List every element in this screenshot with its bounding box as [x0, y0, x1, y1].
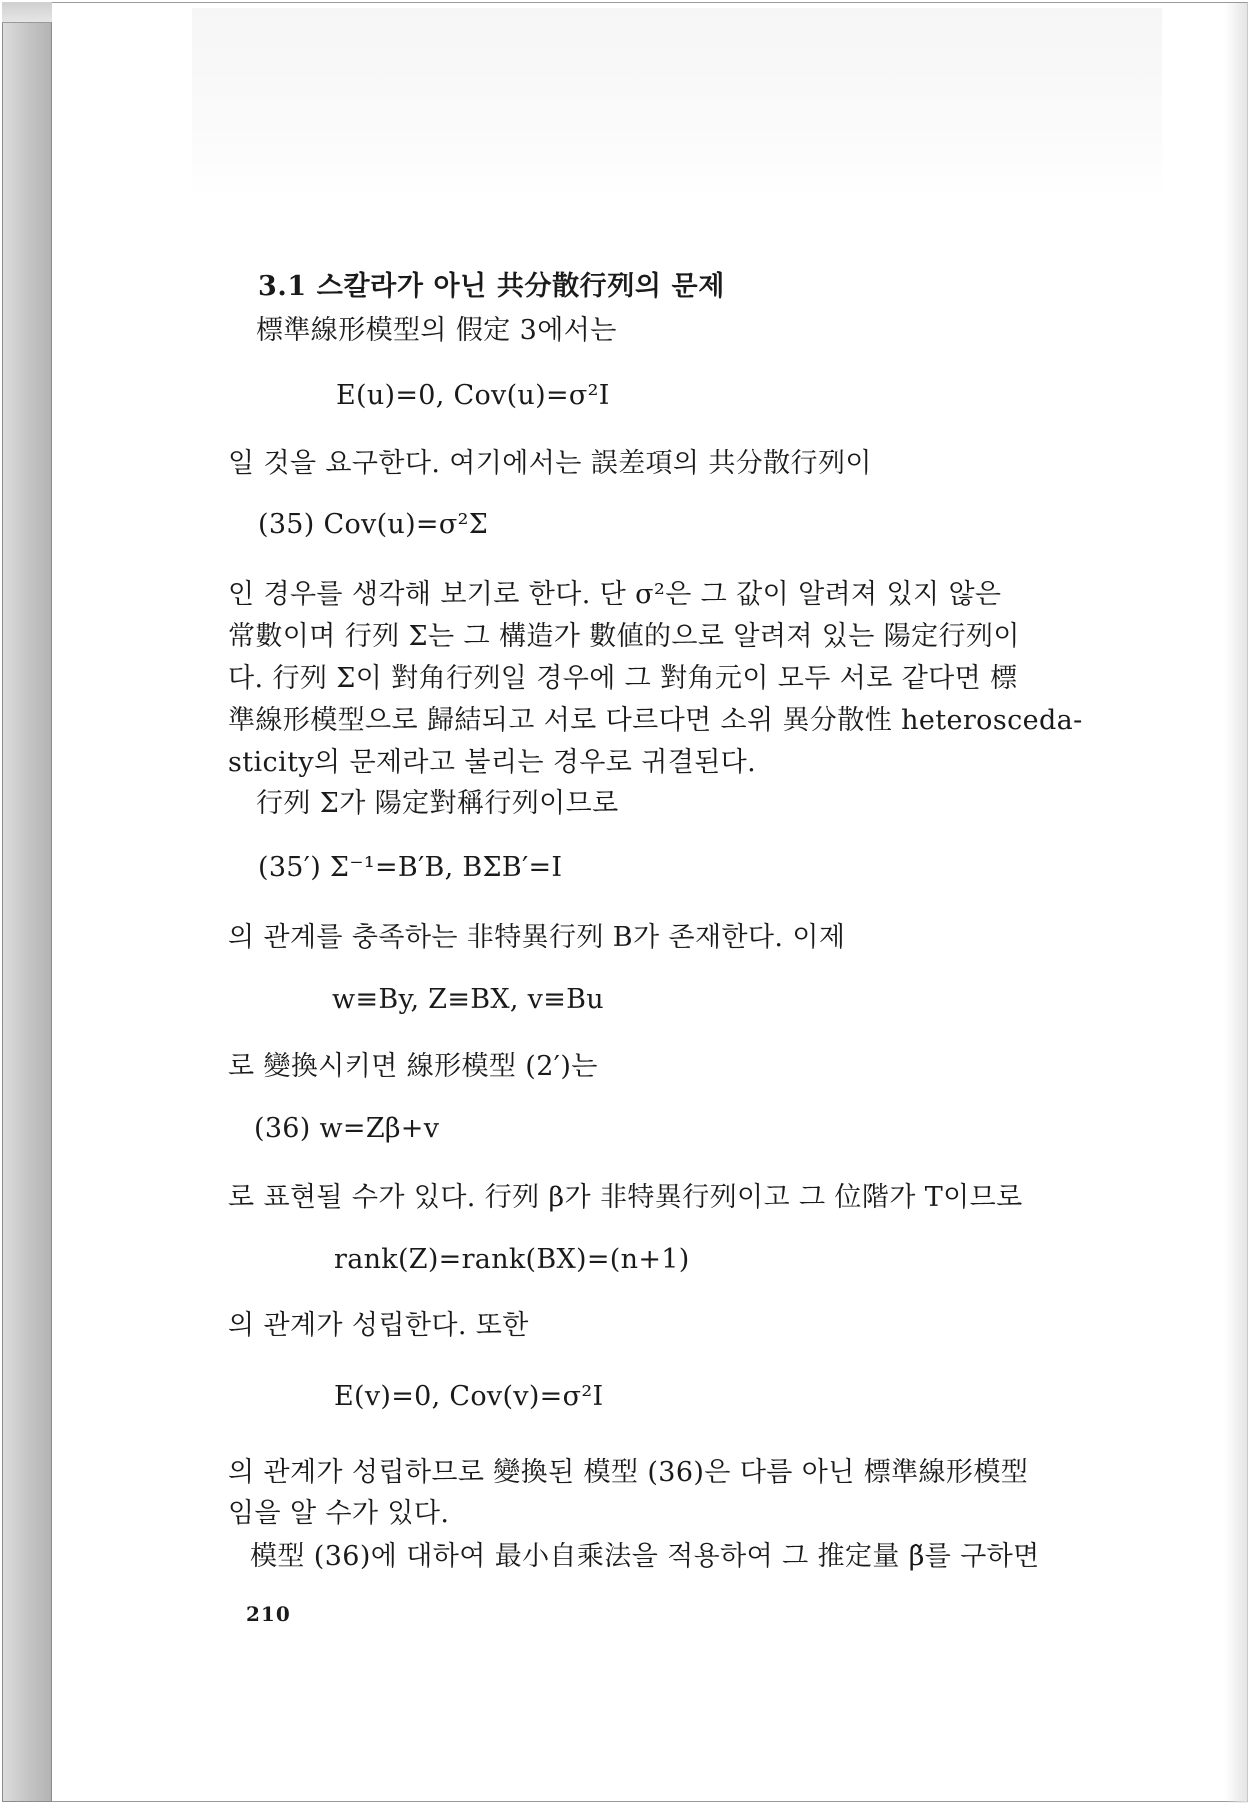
page-edge-shadow [1225, 3, 1247, 1803]
section-heading: 3.1 스칼라가 아닌 共分散行列의 문제 [258, 271, 725, 302]
text-line: 의 관계를 충족하는 非特異行列 B가 존재한다. 이제 [228, 922, 846, 953]
equation-35: (35) Cov(u)=σ²Σ [258, 509, 489, 540]
page-top-shade [192, 8, 1162, 198]
text-line: 行列 Σ가 陽定對稱行列이므로 [256, 788, 619, 819]
equation-35-prime: (35′) Σ⁻¹=B′B, BΣB′=I [258, 852, 563, 883]
page-number: 210 [246, 1602, 291, 1626]
text-line: 準線形模型으로 歸結되고 서로 다르다면 소위 異分散性 heteroscedа- [228, 705, 1083, 736]
text-line: 로 變換시키면 線形模型 (2′)는 [228, 1051, 598, 1082]
equation-line: E(v)=0, Cov(v)=σ²I [334, 1381, 604, 1412]
text-line: sticity의 문제라고 불리는 경우로 귀결된다. [228, 747, 757, 778]
text-line: 의 관계가 성립한다. 또한 [228, 1310, 529, 1341]
text-line: 인 경우를 생각해 보기로 한다. 단 σ²은 그 값이 알려져 있지 않은 [228, 579, 1002, 610]
equation-line: E(u)=0, Cov(u)=σ²I [336, 380, 610, 411]
text-line: 로 표현될 수가 있다. 行列 β가 非特異行列이고 그 位階가 T이므로 [228, 1182, 1023, 1213]
text-line: 模型 (36)에 대하여 最小自乘法을 적용하여 그 推定量 β̃를 구하면 [250, 1541, 1040, 1572]
text-line: 常數이며 行列 Σ는 그 構造가 數値的으로 알려져 있는 陽定行列이 [228, 621, 1020, 652]
equation-36: (36) w=Zβ+v [254, 1113, 440, 1144]
text-line: 임을 알 수가 있다. [228, 1498, 450, 1529]
equation-line: rank(Z)=rank(BX)=(n+1) [334, 1244, 690, 1275]
text-line: 다. 行列 Σ이 對角行列일 경우에 그 對角元이 모두 서로 같다면 標 [228, 663, 1018, 694]
book-spine [2, 2, 52, 1802]
equation-line: w≡By, Z≡BX, v≡Bu [332, 984, 604, 1015]
text-line: 標準線形模型의 假定 3에서는 [256, 315, 617, 346]
text-line: 의 관계가 성립하므로 變換된 模型 (36)은 다름 아닌 標準線形模型 [228, 1457, 1029, 1488]
text-line: 일 것을 요구한다. 여기에서는 誤差項의 共分散行列이 [228, 448, 872, 479]
